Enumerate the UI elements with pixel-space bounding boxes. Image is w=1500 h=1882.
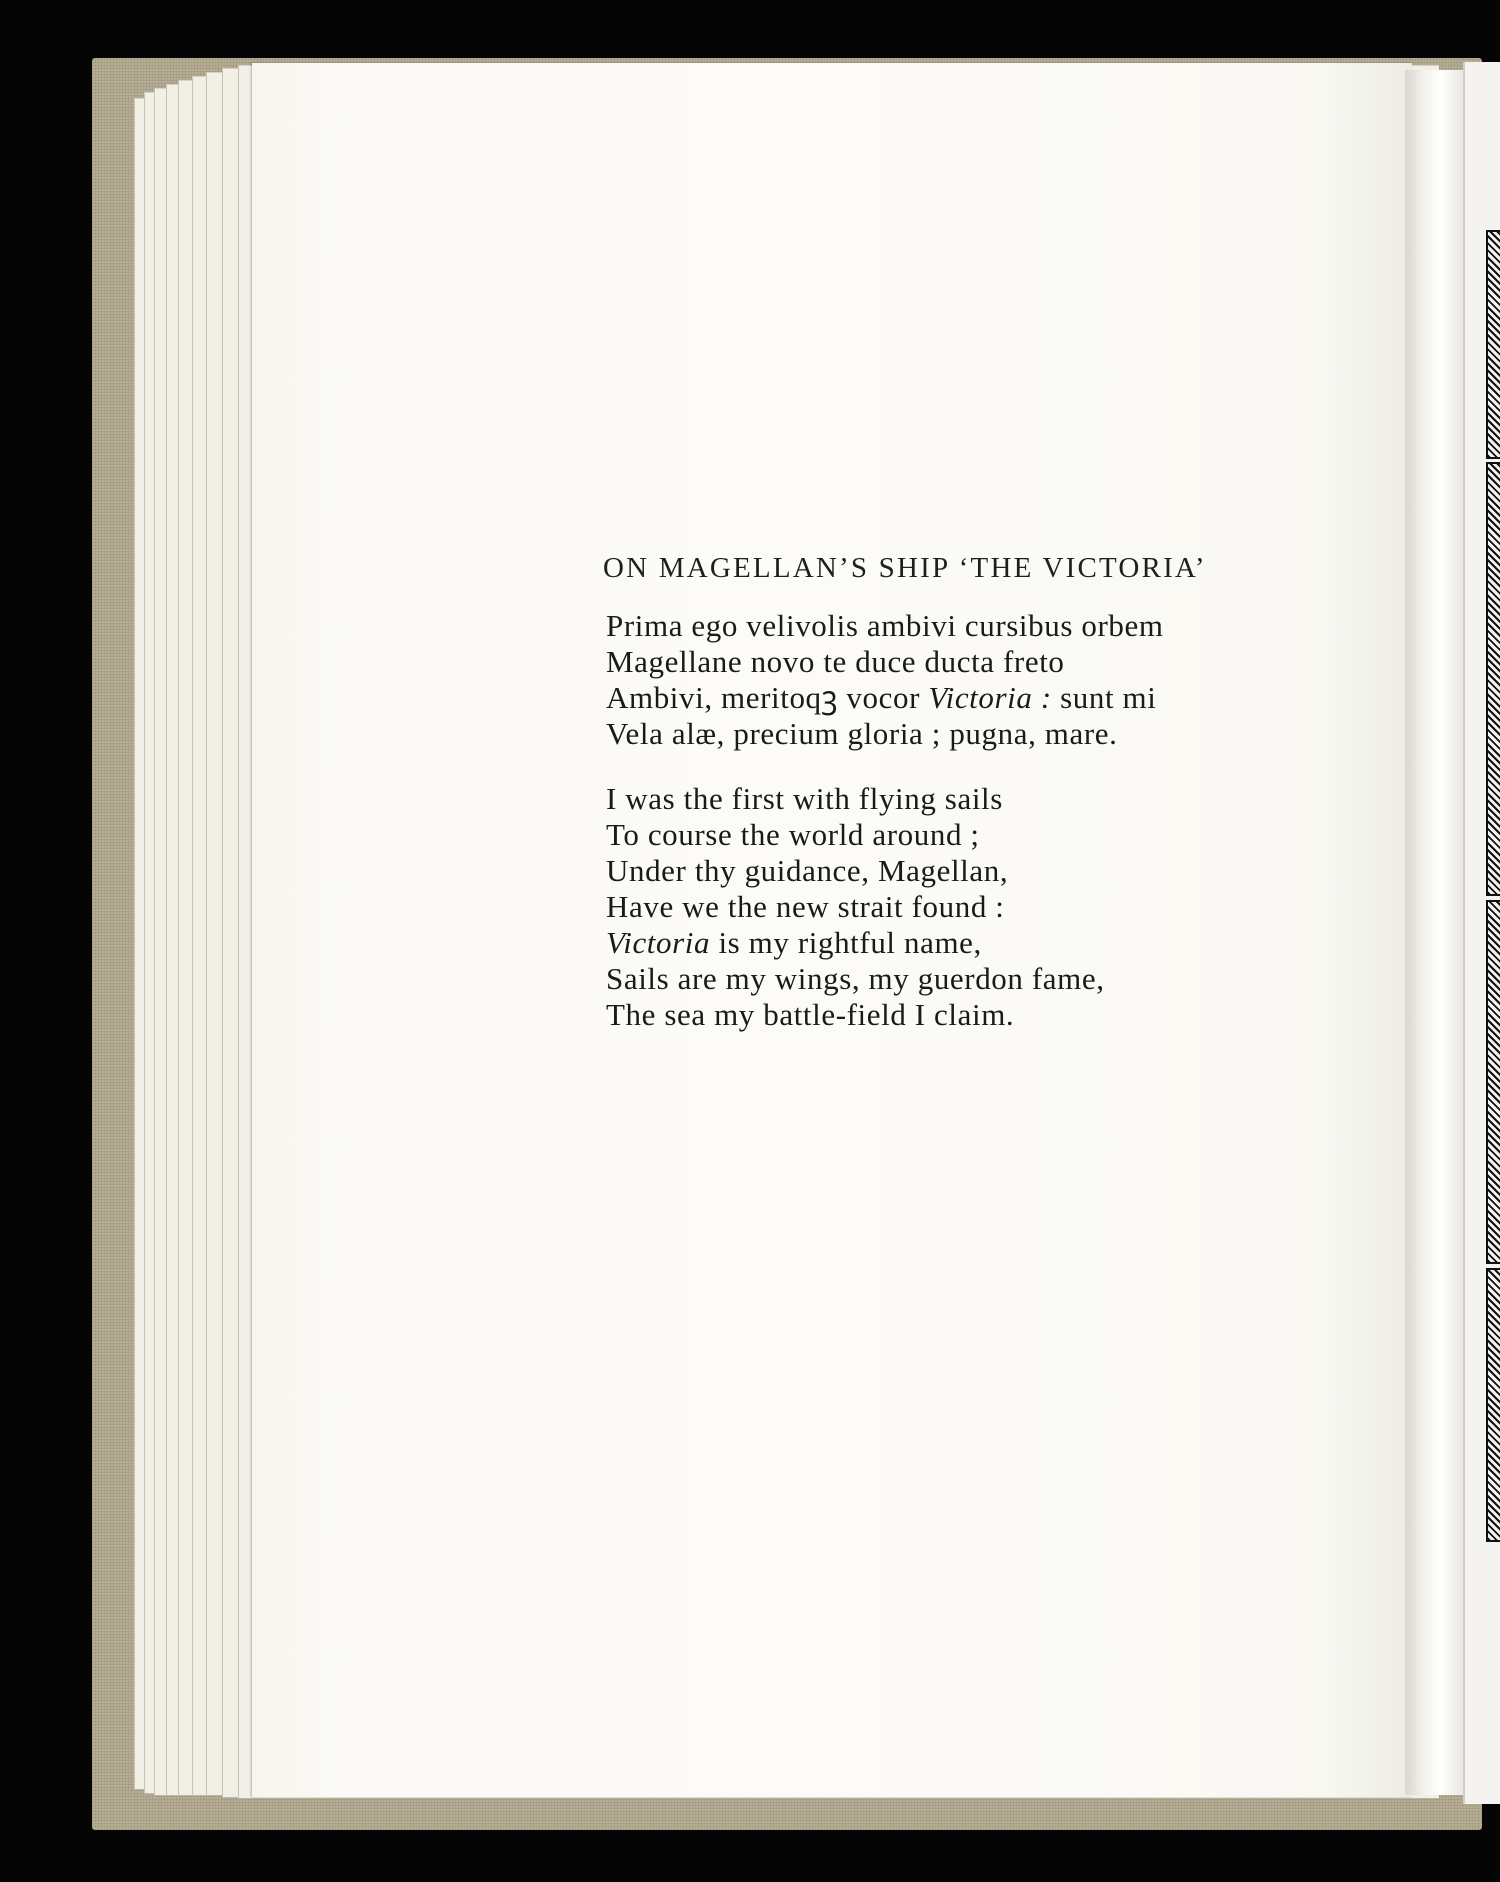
verse-line: Prima ego velivolis ambivi cursibus orbem: [606, 608, 1164, 643]
verse-text: Ambivi, meritoqꝫ vocor: [606, 680, 929, 715]
verse-text: sunt mi: [1051, 680, 1157, 715]
italic-ship-name: Victoria :: [928, 680, 1052, 715]
poem-title: ON MAGELLAN’S SHIP ‘THE VICTORIA’: [603, 552, 1207, 584]
woodcut-border-ornament: [1486, 230, 1500, 459]
verse-line: Under thy guidance, Magellan,: [606, 853, 1009, 888]
verse-text: is my rightful name,: [710, 925, 982, 960]
verse-line: Magellane novo te duce ducta freto: [606, 644, 1065, 679]
verse-line: [606, 925, 1105, 961]
latin-stanza: [606, 608, 1164, 752]
verse-line: Vela alæ, precium gloria ; pugna, mare.: [606, 716, 1118, 751]
woodcut-border-ornament: [1486, 462, 1500, 896]
book-gutter: [1405, 70, 1465, 1795]
verse-line: I was the first with flying sails: [606, 781, 1003, 816]
woodcut-border-ornament: [1486, 1268, 1500, 1542]
verse-line: To course the world around ;: [606, 817, 980, 852]
english-stanza: [606, 781, 1105, 1033]
italic-ship-name: Victoria: [606, 925, 711, 960]
woodcut-border-ornament: [1486, 900, 1500, 1264]
verse-line: The sea my battle-field I claim.: [606, 997, 1015, 1032]
verse-line: Sails are my wings, my guerdon fame,: [606, 961, 1105, 996]
verse-line: Have we the new strait found :: [606, 889, 1005, 924]
verse-line: [606, 680, 1164, 716]
